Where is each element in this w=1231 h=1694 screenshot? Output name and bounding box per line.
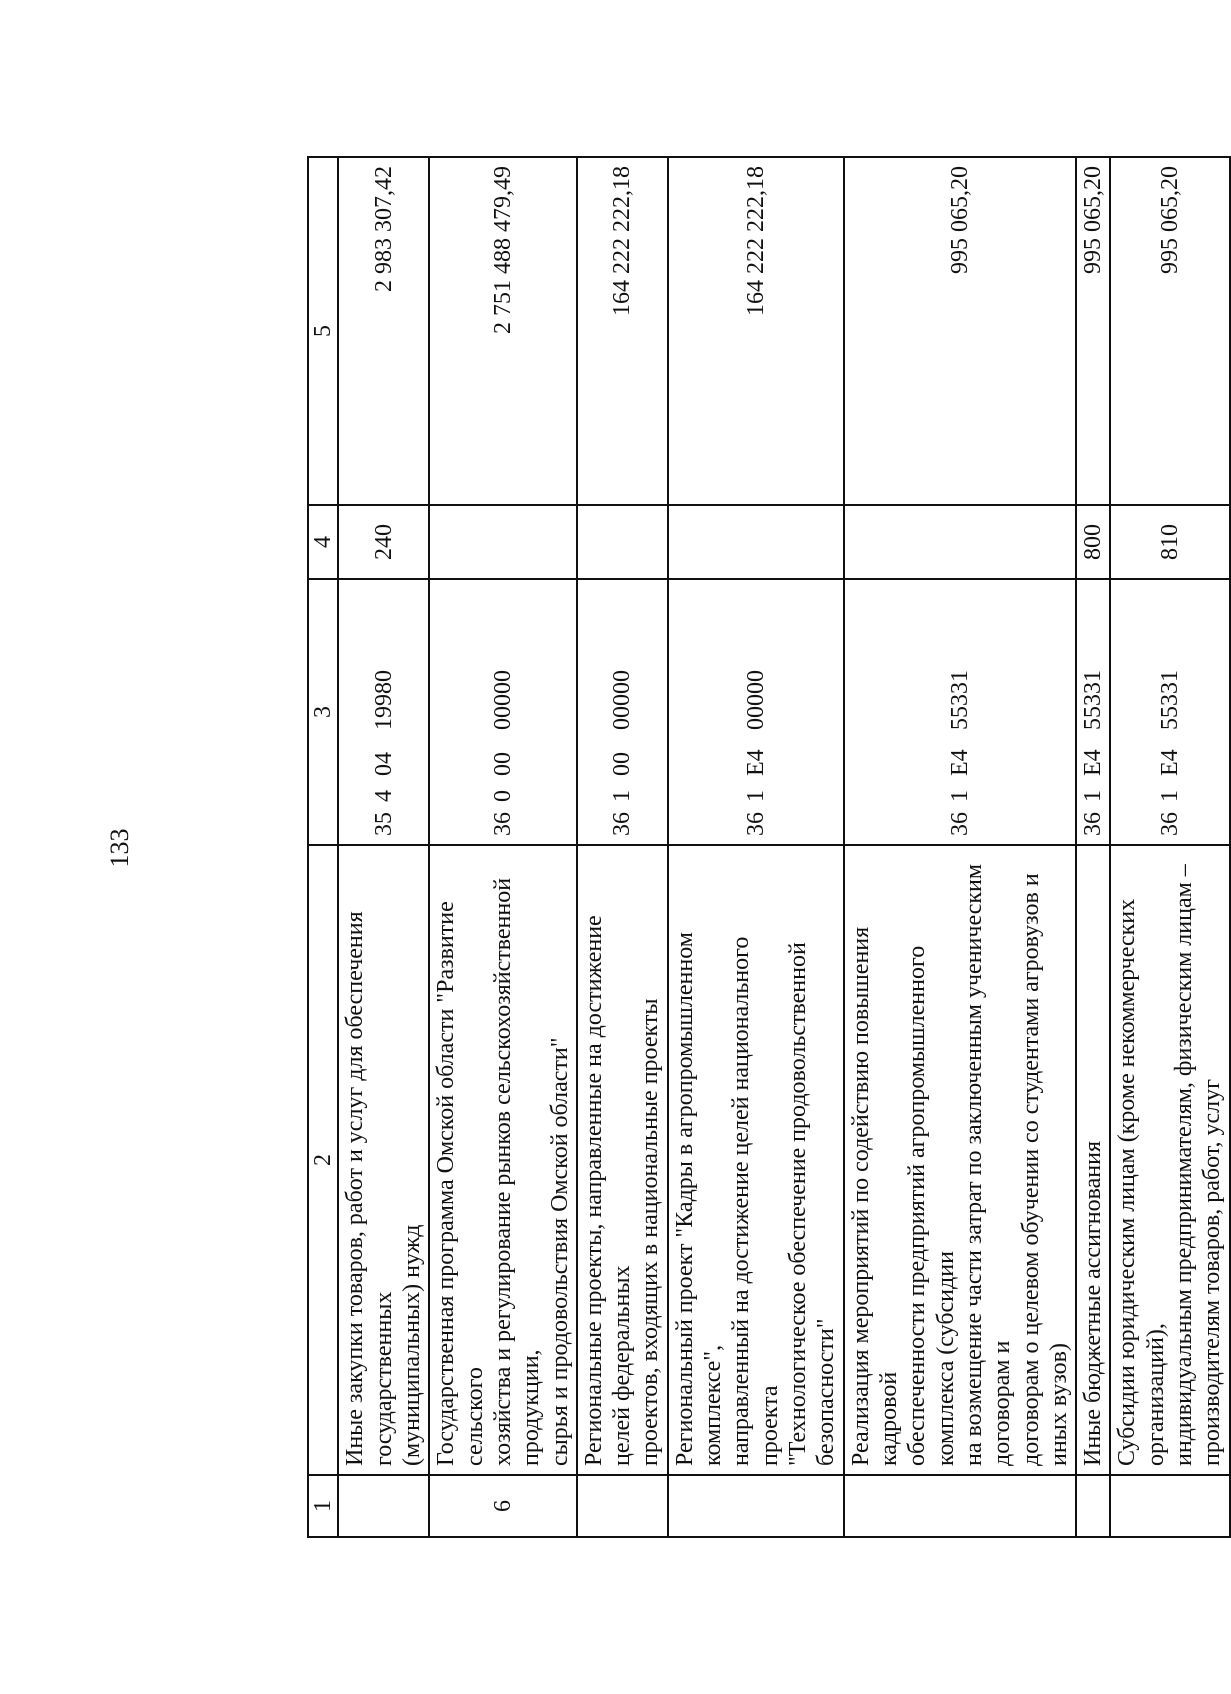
code-direction: 00000 (489, 670, 516, 730)
code-subprogram: 0 (489, 790, 516, 802)
code-direction: 55331 (1156, 670, 1183, 730)
row-description (577, 845, 668, 1475)
code-subprogram: 1 (609, 790, 636, 802)
description-line: хозяйства и регулирование рынков сельскохозяйственной продукции, (489, 877, 545, 1466)
row-number (1076, 1475, 1110, 1537)
row-classification-code (1076, 579, 1110, 845)
description-line: Иные бюджетные ассигнования (1080, 1141, 1107, 1466)
code-subprogram: 1 (1080, 790, 1107, 802)
description-line: Реализация мероприятий по содействию повышения кадровой (847, 926, 902, 1466)
row-amount: 164 222 222,18 (668, 157, 844, 505)
row-number (1110, 1475, 1229, 1537)
description-line: договорам о целевом обучении со студентами агровузов и иных вузов) (1017, 873, 1072, 1466)
column-header: 5 (308, 157, 338, 505)
table-header-row (308, 157, 338, 1537)
code-direction: 19980 (370, 670, 397, 730)
code-program: 36 (1080, 812, 1107, 836)
code-event: 04 (370, 752, 397, 776)
code-program: 35 (370, 812, 397, 836)
page-number: 133 (105, 828, 134, 868)
column-header: 2 (308, 845, 338, 1475)
description-line: на возмещение части затрат по заключенным ученическим договорам и (960, 863, 1016, 1466)
description-line: производителям товаров, работ, услуг (1199, 1079, 1226, 1466)
code-subprogram: 1 (742, 790, 769, 802)
description-line: Субсидии юридическим лицам (кроме некоммерческих организаций), (1114, 898, 1169, 1466)
code-program: 36 (609, 812, 636, 836)
row-expense-type (577, 505, 668, 579)
row-expense-type (844, 505, 1077, 579)
row-expense-type: 800 (1076, 505, 1110, 579)
table-row (1110, 157, 1229, 1537)
row-classification-code (1110, 579, 1229, 845)
row-amount: 2 751 488 479,49 (429, 157, 577, 505)
row-amount: 2 983 307,42 (338, 157, 429, 505)
description-line: сырья и продовольствия Омской области" (546, 1037, 573, 1466)
code-program: 36 (742, 812, 769, 836)
table-row (844, 157, 1077, 1537)
column-header: 4 (308, 505, 338, 579)
row-expense-type (668, 505, 844, 579)
code-event: Е4 (742, 749, 769, 776)
row-expense-type: 810 (1110, 505, 1229, 579)
code-program: 36 (1156, 812, 1183, 836)
description-line: направленный на достижение целей национального проекта (728, 936, 783, 1466)
description-line: индивидуальным предпринимателям, физическим лицам – (1171, 864, 1198, 1466)
code-program: 36 (489, 812, 516, 836)
code-subprogram: 1 (1156, 790, 1183, 802)
row-amount: 995 065,20 (844, 157, 1077, 505)
row-description (668, 845, 844, 1475)
description-line: обеспеченности предприятий агропромышленного комплекса (субсидии (904, 945, 959, 1466)
description-line: (муниципальных) нужд (398, 1224, 425, 1466)
row-number: 6 (429, 1475, 577, 1537)
row-description (338, 845, 429, 1475)
row-classification-code (668, 579, 844, 845)
row-number (668, 1475, 844, 1537)
row-number (338, 1475, 429, 1537)
code-event: Е4 (1080, 749, 1107, 776)
code-event: 00 (609, 752, 636, 776)
row-amount: 164 222 222,18 (577, 157, 668, 505)
description-line: Государственная программа Омской области "Развитие сельского (433, 901, 488, 1466)
row-number (577, 1475, 668, 1537)
row-classification-code (429, 579, 577, 845)
row-description (1110, 845, 1229, 1475)
column-header: 1 (308, 1475, 338, 1537)
table-row (429, 157, 577, 1537)
code-event: Е4 (946, 749, 973, 776)
row-expense-type (429, 505, 577, 579)
code-subprogram: 4 (370, 790, 397, 802)
row-classification-code (844, 579, 1077, 845)
description-line: проектов, входящих в национальные проекты (637, 998, 664, 1466)
row-expense-type: 240 (338, 505, 429, 579)
row-description (844, 845, 1077, 1475)
row-amount: 995 065,20 (1110, 157, 1229, 505)
description-line: "Технологическое обеспечение продовольственной безопасности" (785, 942, 840, 1466)
row-classification-code (577, 579, 668, 845)
row-classification-code (338, 579, 429, 845)
description-line: Иные закупки товаров, работ и услуг для обеспечения государственных (342, 911, 397, 1466)
code-program: 36 (946, 812, 973, 836)
code-subprogram: 1 (946, 790, 973, 802)
table-row (668, 157, 844, 1537)
table-row (1076, 157, 1110, 1537)
code-direction: 00000 (742, 670, 769, 730)
rotated-table-wrapper (307, 158, 1226, 1538)
code-direction: 55331 (946, 670, 973, 730)
row-description (429, 845, 577, 1475)
code-event: Е4 (1156, 749, 1183, 776)
table-row (577, 157, 668, 1537)
code-direction: 00000 (609, 670, 636, 730)
budget-table (307, 156, 1231, 1538)
row-amount: 995 065,20 (1076, 157, 1110, 505)
column-header: 3 (308, 579, 338, 845)
description-line: Региональный проект "Кадры в агропромышленном комплексе", (671, 932, 727, 1466)
code-direction: 55331 (1080, 670, 1107, 730)
table-row (338, 157, 429, 1537)
row-number (844, 1475, 1077, 1537)
row-description (1076, 845, 1110, 1475)
description-line: Региональные проекты, направленные на достижение целей федеральных (580, 915, 636, 1466)
code-event: 00 (489, 752, 516, 776)
